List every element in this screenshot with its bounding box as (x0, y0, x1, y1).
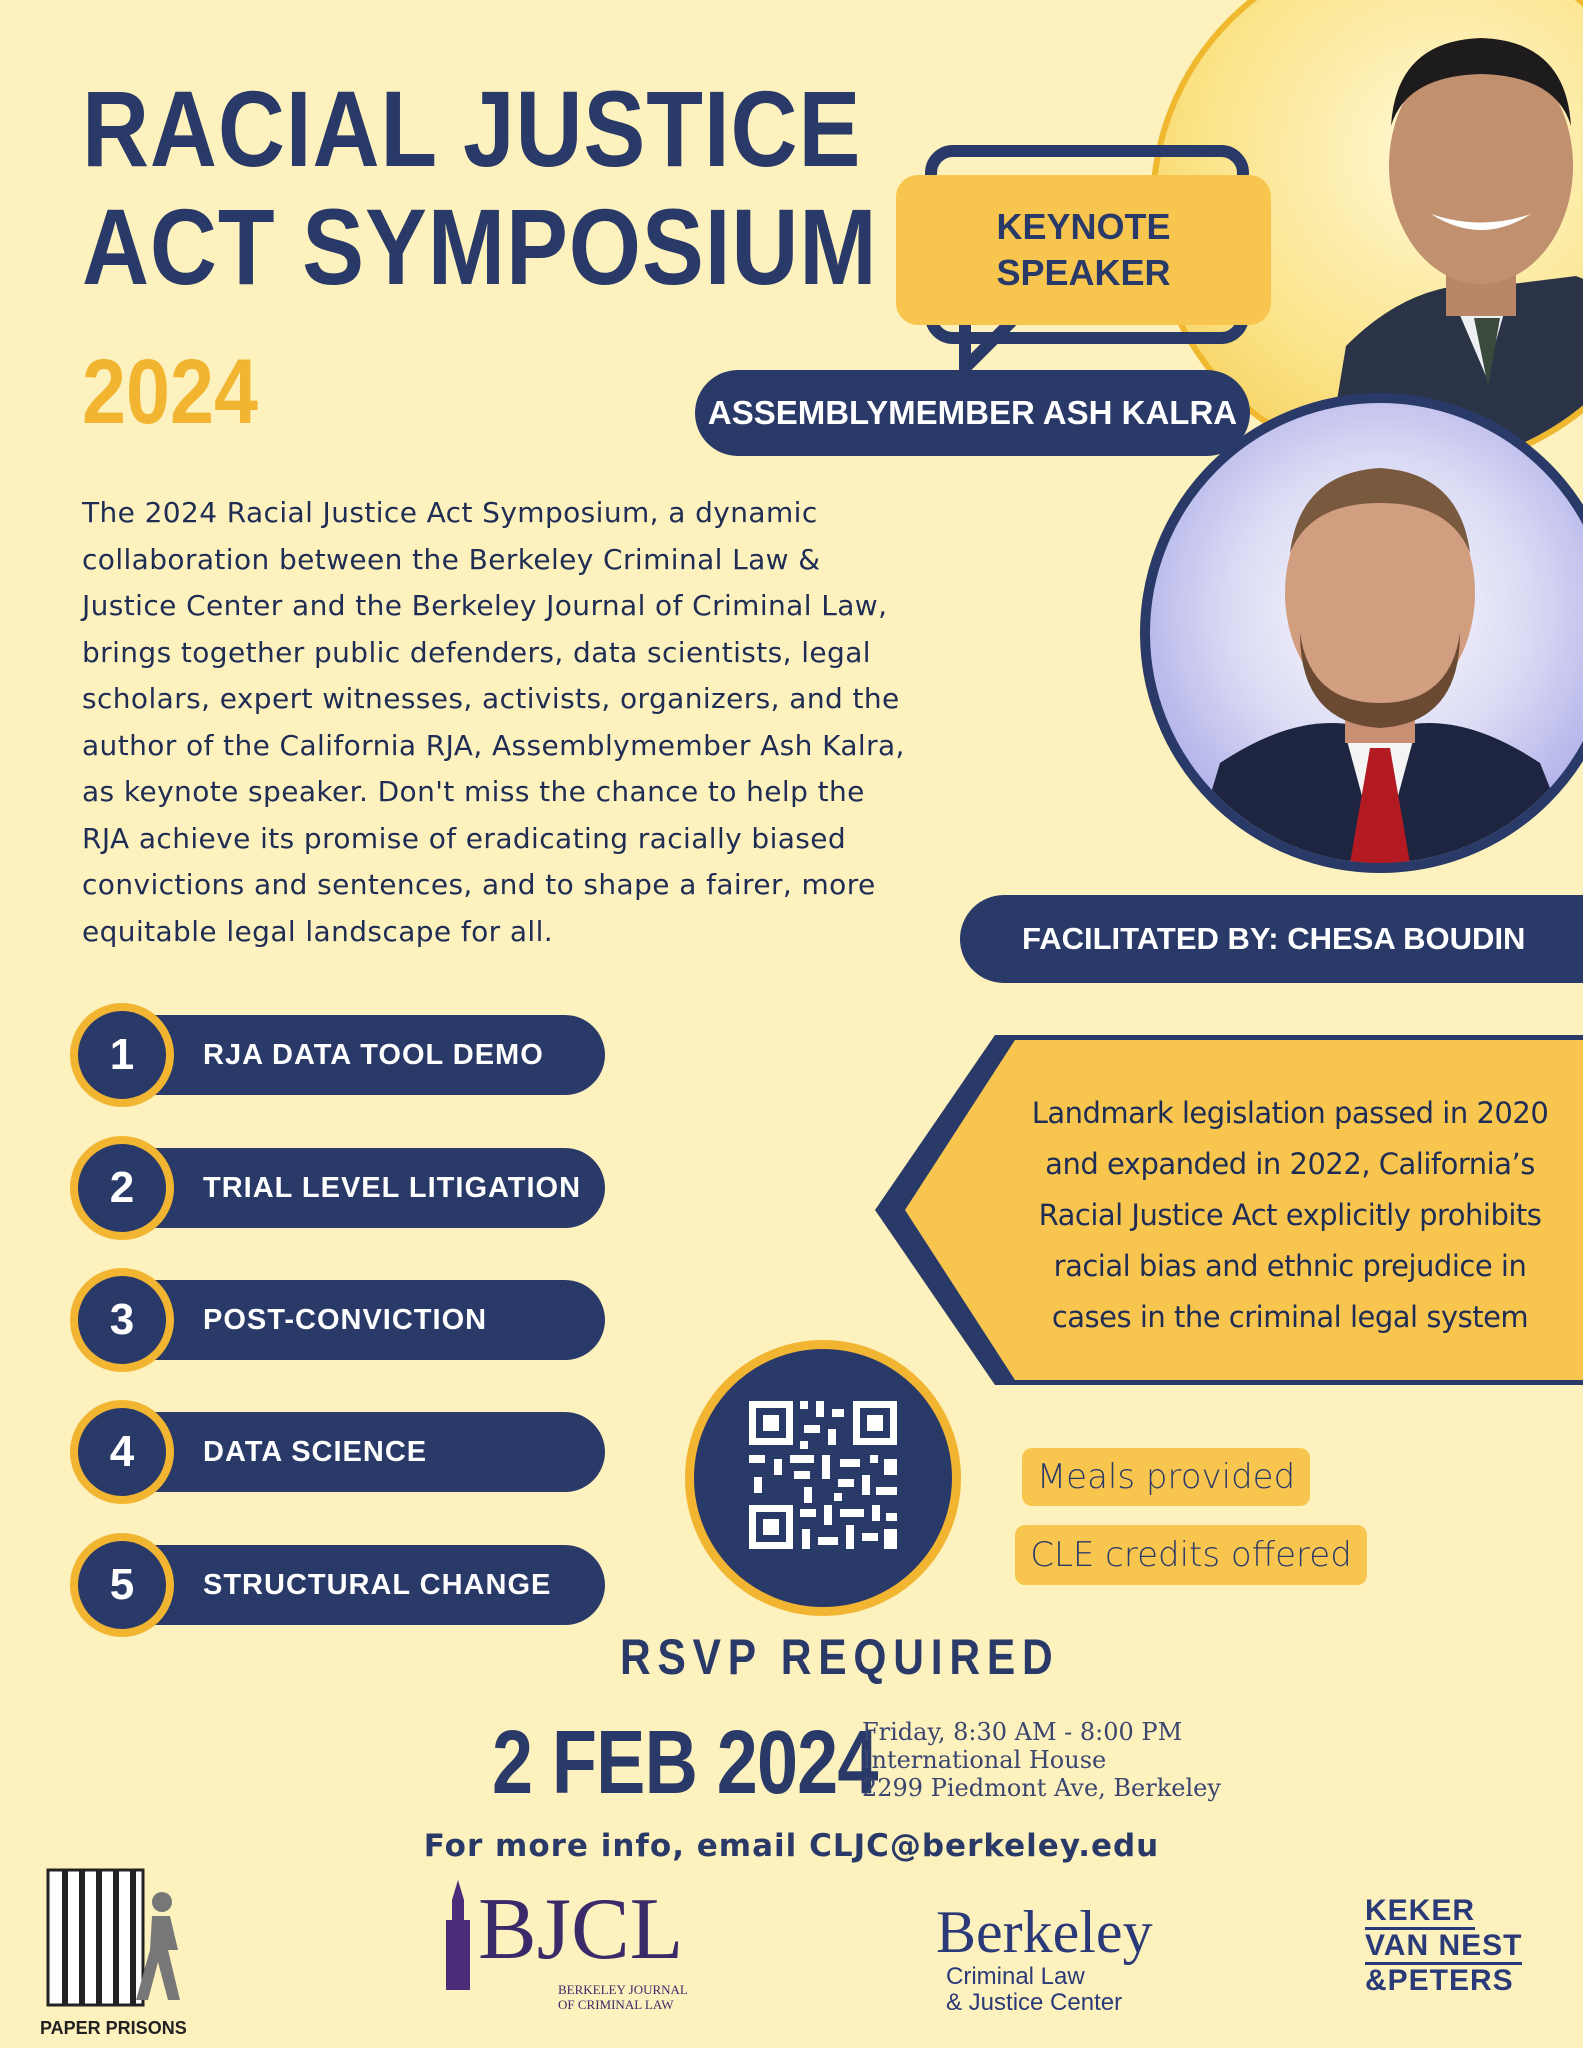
event-venue: Friday, 8:30 AM - 8:00 PM International House 2299 Piedmont Ave, Berkeley (862, 1718, 1221, 1802)
keker-van-nest-peters-logo: KEKER VAN NEST &PETERS (1365, 1894, 1523, 1997)
title-line-1: RACIAL JUSTICE (82, 68, 862, 189)
rsvp-heading: RSVP REQUIRED (620, 1629, 1060, 1685)
facilitator-photo (1140, 393, 1583, 873)
keynote-speaker-label: KEYNOTE SPEAKER (896, 175, 1271, 325)
topic-item: 1 RJA DATA TOOL DEMO (70, 1013, 605, 1097)
bjcl-logo: BJCL BERKELEY JOURNAL OF CRIMINAL LAW (440, 1880, 690, 2030)
event-date: 2 FEB 2024 (492, 1713, 878, 1813)
cle-badge: CLE credits offered (1015, 1525, 1367, 1585)
title-line-2: ACT SYMPOSIUM (82, 186, 878, 307)
keynote-speaker-name: ASSEMBLYMEMBER ASH KALRA (695, 370, 1250, 456)
event-year: 2024 (82, 341, 259, 443)
topic-item: 5 STRUCTURAL CHANGE (70, 1543, 605, 1627)
event-title (82, 70, 878, 306)
meals-badge: Meals provided (1022, 1448, 1310, 1506)
rsvp-qr-code[interactable] (685, 1340, 961, 1616)
topic-item: 4 DATA SCIENCE (70, 1410, 605, 1494)
symposium-description: The 2024 Racial Justice Act Symposium, a dynamic collaboration between the Berkeley Criminal Law & Justice Center and the Berkeley Journal of Criminal Law, brings together public defenders, data scientists, legal scholars, expert witnesses, activists, organizers, and the author of the California RJA, Assemblymember Ash Kalra, as keynote speaker. Don't miss the chance to help the RJA achieve its promise of eradicating racially biased convictions and sentences, and to shape a fairer, more equitable legal landscape for all. (82, 496, 905, 948)
contact-info[interactable]: For more info, email CLJC@berkeley.edu (423, 1828, 1160, 1864)
speech-bubble-tail (955, 318, 1035, 378)
paper-prisons-logo: PAPER PRISONS (40, 1850, 200, 2040)
berkeley-cljc-logo: Berkeley Criminal Law & Justice Center (936, 1899, 1153, 2016)
topic-item: 3 POST-CONVICTION (70, 1278, 605, 1362)
facilitator-name: FACILITATED BY: CHESA BOUDIN (960, 895, 1583, 983)
landmark-text: Landmark legislation passed in 2020 and expanded in 2022, California’s Racial Justice Act explicitly prohibits racial bias and ethnic prejudice in cases in the criminal legal system (1031, 1096, 1549, 1334)
topic-item: 2 TRIAL LEVEL LITIGATION (70, 1146, 605, 1230)
